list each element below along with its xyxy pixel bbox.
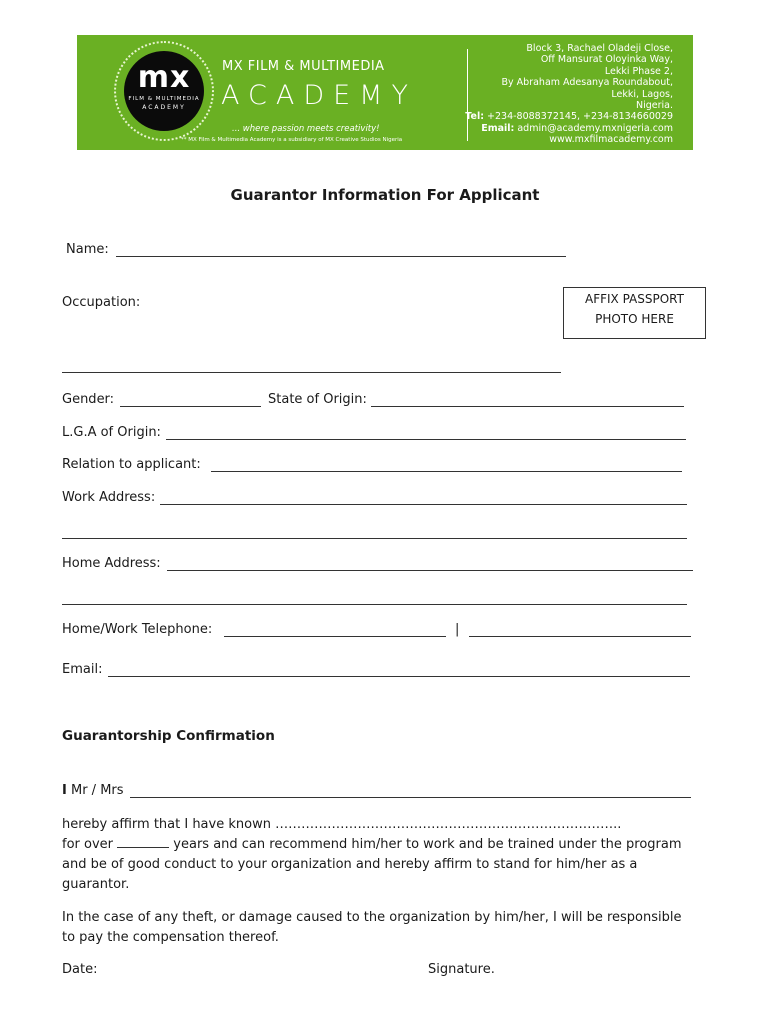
affirmation-paragraph [62,815,712,895]
telephone-separator: | [455,622,460,637]
subsidiary-note: ** MX Film & Multimedia Academy is a subsidiary of MX Creative Studios Nigeria [181,137,403,143]
email-label: Email: [481,122,515,134]
state-of-origin-field[interactable] [371,406,684,407]
signature-label: Signature. [428,962,495,977]
telephone-line [443,111,673,122]
photo-box-line1: AFFIX PASSPORT [585,292,684,306]
affirm-line: guarantor. [62,877,130,892]
header-banner [77,35,693,150]
address-line: Nigeria. [635,100,673,112]
address-line: By Abraham Adesanya Roundabout, [501,77,673,89]
telephone-label: Home/Work Telephone: [62,622,213,637]
email-label: Email: [62,662,103,677]
contact-block [443,43,673,146]
email-value: admin@academy.mxnigeria.com [517,122,673,134]
tagline: ... where passion meets creativity! [232,124,380,134]
email-field[interactable] [108,676,690,677]
address-line: Off Mansurat Oloyinka Way, [540,54,673,66]
work-address-field[interactable] [160,504,687,505]
date-label: Date: [62,962,98,977]
logo-subtitle-line1: FILM & MULTIMEDIA [128,96,200,102]
work-address-label: Work Address: [62,490,156,505]
tel-value: +234-8088372145, +234-8134660029 [487,111,673,123]
address-line: Block 3, Rachael Oladeji Close, [526,43,673,54]
occupation-label: Occupation: [62,295,141,310]
email-line [443,123,673,134]
form-title: Guarantor Information For Applicant [230,186,540,204]
lga-label: L.G.A of Origin: [62,425,161,440]
tel-label: Tel: [465,111,484,123]
i-label: I [62,783,67,798]
relation-label: Relation to applicant: [62,457,201,472]
affirm-line-years [62,835,712,855]
address-line: Lekki Phase 2, [604,65,673,77]
mr-mrs-label [62,783,124,799]
state-of-origin-label: State of Origin: [268,392,367,407]
affirm-line: hereby affirm that I have known …………………………………………………………………….. [62,817,622,832]
theft-paragraph [62,908,712,948]
logo-mark: mx [137,60,191,95]
gender-label: Gender: [62,392,115,407]
years-text: years and can recommend him/her to work and be trained under the program [173,837,682,852]
telephone-field-2[interactable] [469,636,691,637]
name-field[interactable] [116,256,566,257]
photo-box-line2: PHOTO HERE [595,312,674,326]
lga-field[interactable] [166,439,686,440]
brand-name: MX FILM & MULTIMEDIA [222,59,385,74]
gender-field[interactable] [120,406,261,407]
name-label: Name: [66,242,109,257]
academy-logo [124,51,204,131]
work-address-field-line2[interactable] [62,538,687,539]
theft-line: to pay the compensation thereof. [62,930,279,945]
confirmation-heading: Guarantorship Confirmation [62,728,275,744]
theft-line: In the case of any theft, or damage caused to the organization by him/her, I will be responsible [62,910,682,925]
logo-subtitle-line2: ACADEMY [142,104,186,111]
home-address-field[interactable] [167,570,693,571]
relation-field[interactable] [211,471,682,472]
website-line: www.mxfilmacademy.com [549,134,673,146]
mr-mrs-text: Mr / Mrs [70,783,124,798]
address-line: Lekki, Lagos, [611,88,673,100]
passport-photo-box[interactable] [563,287,706,339]
brand-academy: ACADEMY [221,80,417,111]
occupation-field[interactable] [62,372,561,373]
guarantor-full-name-field[interactable] [130,797,691,798]
home-address-label: Home Address: [62,556,161,571]
years-field[interactable] [117,835,169,848]
home-address-field-line2[interactable] [62,604,687,605]
affirm-line: and be of good conduct to your organization and hereby affirm to stand for him/her as a [62,857,638,872]
for-over-text: for over [62,837,113,852]
telephone-field-1[interactable] [224,636,446,637]
